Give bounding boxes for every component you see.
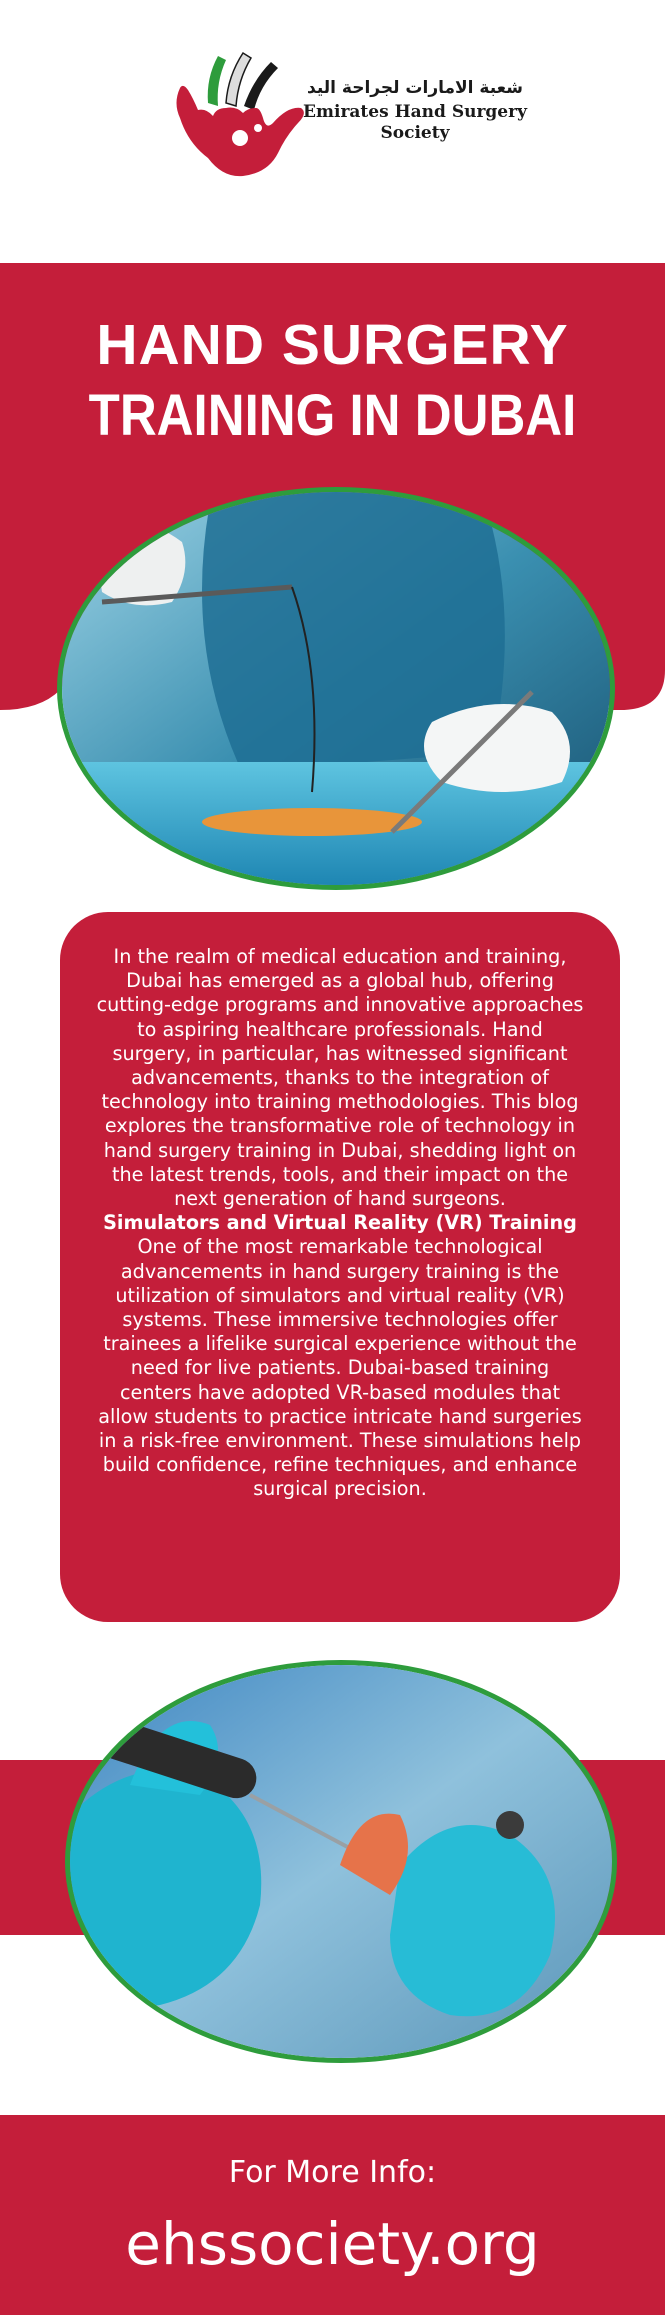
org-name-english: Emirates Hand Surgery Society [303, 102, 527, 143]
surgery-photo-microsurgery [65, 1660, 617, 2063]
section-heading: Simulators and Virtual Reality (VR) Training [103, 1211, 577, 1235]
page-title-line-2: TRAINING IN DUBAI [88, 383, 577, 448]
article-intro: In the realm of medical education and training, Dubai has emerged as a global hub, offering cutting-edge programs and innovative approaches to aspiring healthcare professionals. Hand surgery, in particular, has witnessed significant advancements, thanks to the integration of technology into training methodologies. This blog explores the transformative role of technology in hand surgery training in Dubai, shedding light on the latest trends, tools, and their impact on the next generation of hand surgeons. [96, 945, 584, 1211]
website-link[interactable]: ehssociety.org [125, 2210, 540, 2278]
section-body: One of the most remarkable technological advancements in hand surgery training is the utilization of simulators and virtual reality (VR) systems. These immersive technologies offer trainees a lifelike surgical experience without the need for live patients. Dubai-based training centers have adopted VR-based modules that allow students to practice intricate hand surgeries in a risk-free environment. These simulations help build confidence, refine techniques, and enhance surgical precision. [98, 1235, 582, 1501]
page-title-line-1: HAND SURGERY [96, 313, 569, 377]
surgery-photo-suturing [57, 487, 615, 890]
hand-logo-icon [168, 48, 318, 188]
org-name-arabic: شعبة الامارات لجراحة اليد [307, 78, 523, 98]
article-text [95, 945, 585, 1502]
footer-label: For More Info: [228, 2155, 437, 2190]
